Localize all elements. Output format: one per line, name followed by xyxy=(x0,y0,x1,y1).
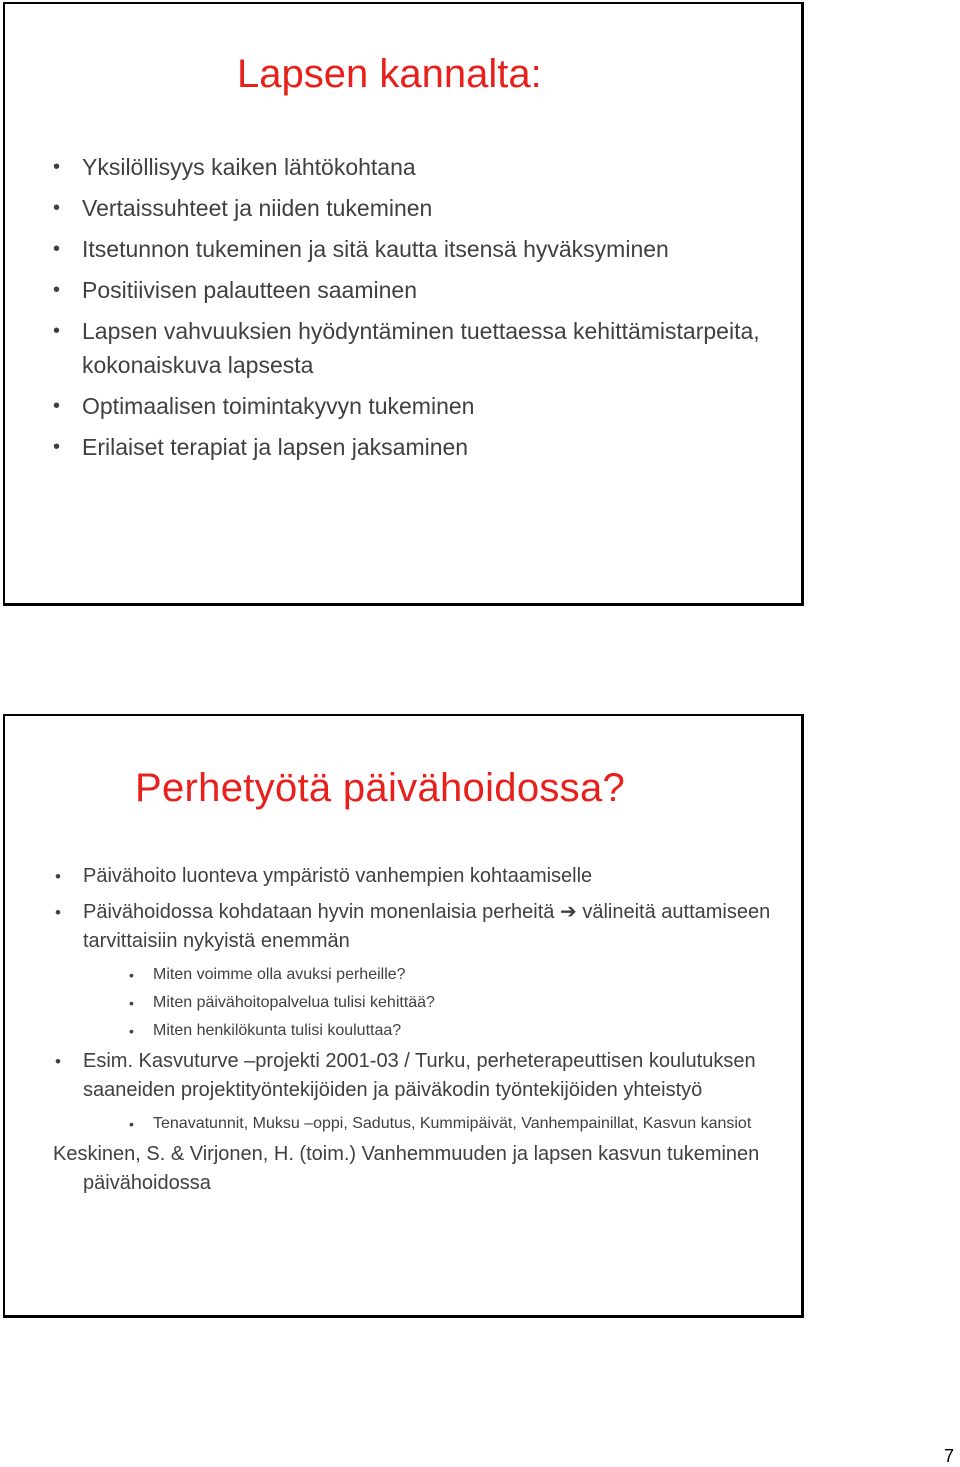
list-item-text: Päivähoidossa kohdataan hyvin monenlaisia perheitä xyxy=(83,901,555,923)
page-number: 7 xyxy=(944,1446,955,1466)
list-item: • Optimaalisen toimintakyvyn tukeminen xyxy=(49,389,789,423)
sub-list-item: • Tenavatunnit, Muksu –oppi, Sadutus, Kummipäivät, Vanhempainillat, Kasvun kansiot xyxy=(49,1112,789,1136)
list-item: • Positiivisen palautteen saaminen xyxy=(49,273,789,307)
sub-list-item: • Miten voimme olla avuksi perheille? xyxy=(49,963,789,987)
slide-2 xyxy=(3,714,804,1318)
bullet-list xyxy=(49,862,789,1198)
reference: Keskinen, S. & Virjonen, H. (toim.) Vanhemmuuden ja lapsen kasvun tukeminen päivähoidossa xyxy=(53,1143,760,1194)
slide-1 xyxy=(3,2,804,606)
list-item: • Erilaiset terapiat ja lapsen jaksaminen xyxy=(49,430,789,464)
list-item-text: välineitä auttamiseen tarvittaisiin nykyistä enemmän xyxy=(83,901,771,952)
list-item: • Yksilöllisyys kaiken lähtökohtana xyxy=(49,150,789,184)
arrow-icon: ➔ xyxy=(560,901,577,923)
list-item: • Lapsen vahvuuksien hyödyntäminen tuettaessa kehittämistarpeita, kokonaiskuva lapsesta xyxy=(49,314,789,382)
list-item: • Itsetunnon tukeminen ja sitä kautta itsensä hyväksyminen xyxy=(49,232,789,266)
list-item: • Vertaissuhteet ja niiden tukeminen xyxy=(49,191,789,225)
list-item xyxy=(49,898,789,956)
list-item: • Esim. Kasvuturve –projekti 2001-03 / Turku, perheterapeuttisen koulutuksen saaneiden projektityöntekijöiden ja päiväkodin työntekijöiden yhteistyö xyxy=(49,1047,789,1105)
sub-list-item: • Miten henkilökunta tulisi kouluttaa? xyxy=(49,1019,789,1043)
list-item: • Päivähoito luonteva ympäristö vanhempien kohtaamiselle xyxy=(49,862,789,891)
slide-title: Perhetyötä päivähoidossa? xyxy=(135,766,626,810)
slide-title: Lapsen kannalta: xyxy=(237,52,542,96)
bullet-list xyxy=(49,150,789,471)
sub-list-item: • Miten päivähoitopalvelua tulisi kehittää? xyxy=(49,991,789,1015)
